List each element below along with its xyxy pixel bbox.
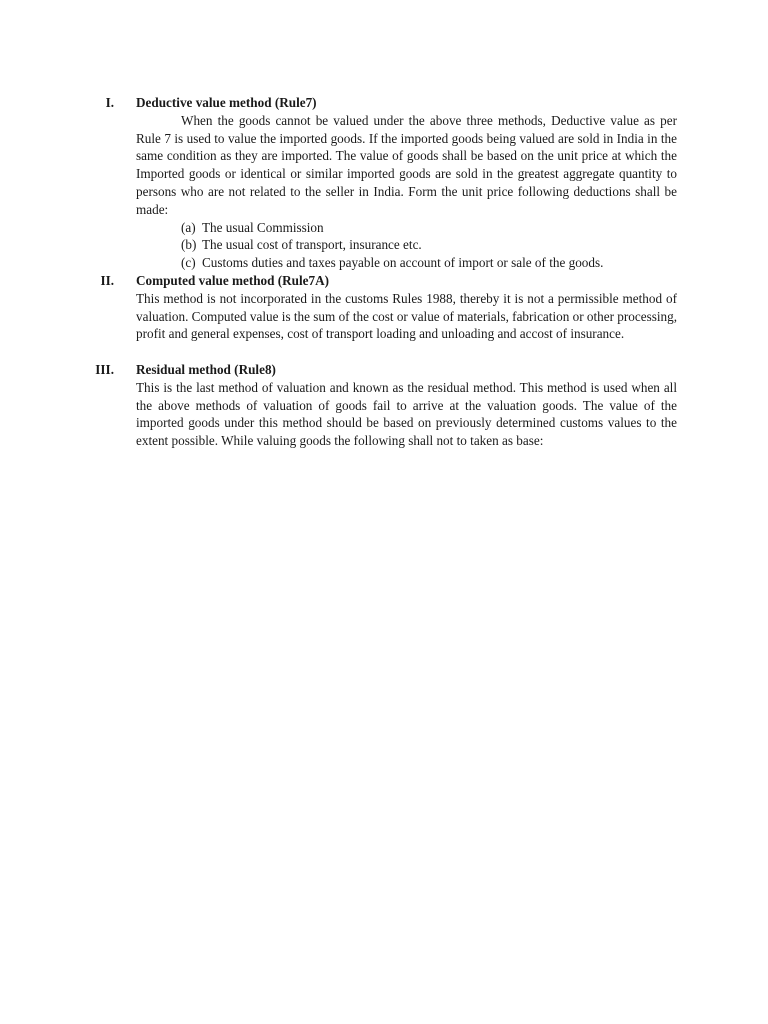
section-heading: Computed value method (Rule7A) [136, 273, 330, 288]
list-marker: (b) [181, 237, 197, 253]
section-paragraph: When the goods cannot be valued under the above three methods, Deductive value as per Rule 7 is used to value the imported goods. If the imported goods being valued are sold in India in the same condition as they are imported. The value of goods shall be based on the unit price at which the Imported goods or identical or similar imported goods are sold in the greatest aggregate quantity to persons who are not related to the seller in India. Form the unit price following deductions shall be made: [136, 112, 677, 217]
section-numeral: II. [100, 273, 114, 288]
section-numeral: III. [95, 362, 114, 377]
list-item [136, 219, 677, 237]
section-heading: Residual method (Rule8) [136, 362, 276, 377]
section-numeral: I. [105, 95, 114, 110]
section-body [136, 112, 677, 272]
list-marker: (a) [181, 219, 196, 235]
section-heading: Deductive value method (Rule7) [136, 95, 317, 110]
section-paragraph: This is the last method of valuation and known as the residual method. This method is used when all the above methods of valuation of goods fail to arrive at the valuation goods. The value of the imported goods under this method should be based on previously determined customs values to the extent possible. While valuing goods the following shall not to taken as base: [136, 379, 677, 449]
list-marker: (c) [181, 255, 196, 271]
section-body [136, 379, 677, 450]
section-body [136, 290, 677, 343]
section-paragraph: This method is not incorporated in the customs Rules 1988, thereby it is not a permissible method of valuation. Computed value is the sum of the cost or value of materials, fabrication or other processing, profit and general expenses, cost of transport loading and unloading and accost of insurance. [136, 290, 677, 342]
list-item [136, 236, 677, 254]
deductions-list [136, 219, 677, 272]
list-item [136, 254, 677, 272]
list-item-text: The usual Commission [202, 219, 324, 235]
list-item-text: The usual cost of transport, insurance etc. [202, 237, 422, 253]
list-item-text: Customs duties and taxes payable on account of import or sale of the goods. [202, 255, 604, 271]
